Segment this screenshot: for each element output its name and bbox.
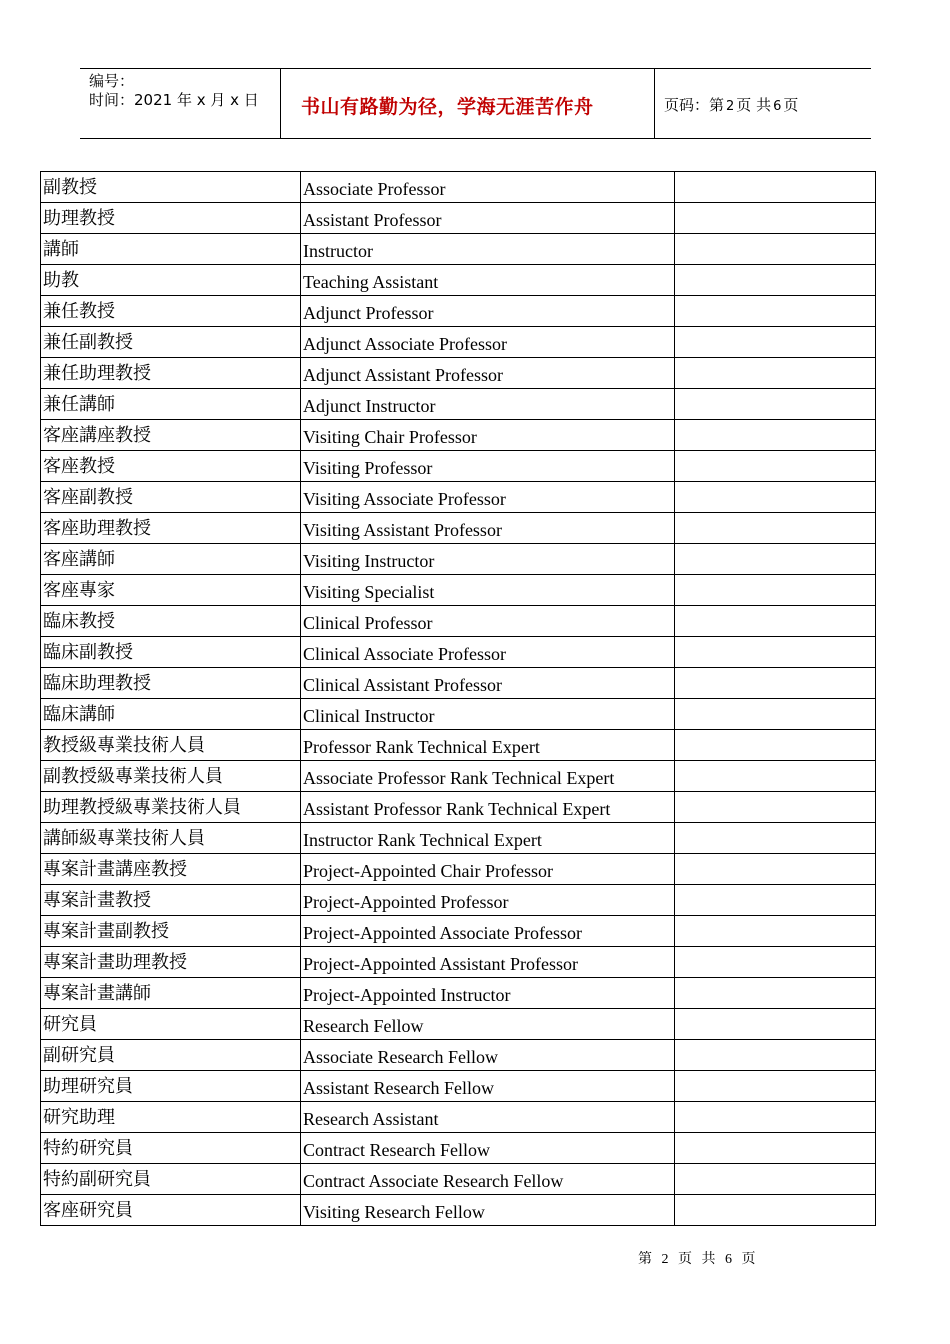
english-title-cell: Project-Appointed Instructor [301,978,675,1009]
table-row [41,513,876,544]
chinese-title-cell: 客座講座教授 [41,420,301,451]
english-title-cell: Visiting Assistant Professor [301,513,675,544]
empty-cell [675,234,876,265]
chinese-title-cell: 客座講師 [41,544,301,575]
english-title-cell: Associate Research Fellow [301,1040,675,1071]
english-title-cell: Assistant Professor Rank Technical Expert [301,792,675,823]
english-title-cell: Visiting Research Fellow [301,1195,675,1226]
header-motto: 书山有路勤为径，学海无涯苦作舟 [301,96,594,118]
table-row [41,1195,876,1226]
chinese-title-cell: 特約研究員 [41,1133,301,1164]
empty-cell [675,358,876,389]
table-row [41,544,876,575]
english-title-cell: Adjunct Professor [301,296,675,327]
empty-cell [675,668,876,699]
document-number-label: 编号： [89,72,135,90]
table-row [41,668,876,699]
table-row [41,482,876,513]
document-date-label: 时间：2021 年 x 月 x 日 [89,91,259,109]
table-row [41,978,876,1009]
english-title-cell: Adjunct Instructor [301,389,675,420]
table-row [41,823,876,854]
english-title-cell: Project-Appointed Assistant Professor [301,947,675,978]
page-footer: 第 2 页 共 6 页 [638,1252,756,1267]
page-current-number: 2 [726,99,735,114]
chinese-title-cell: 研究員 [41,1009,301,1040]
empty-cell [675,265,876,296]
chinese-title-cell: 客座專家 [41,575,301,606]
chinese-title-cell: 客座副教授 [41,482,301,513]
english-title-cell: Adjunct Assistant Professor [301,358,675,389]
table-row [41,699,876,730]
english-title-cell: Contract Research Fellow [301,1133,675,1164]
chinese-title-cell: 兼任副教授 [41,327,301,358]
page-header [80,68,871,139]
empty-cell [675,978,876,1009]
chinese-title-cell: 助理教授 [41,203,301,234]
chinese-title-cell: 專案計畫講師 [41,978,301,1009]
table-row [41,1102,876,1133]
header-motto-cell [281,69,655,138]
table-row [41,389,876,420]
empty-cell [675,544,876,575]
table-row [41,420,876,451]
table-row [41,916,876,947]
english-title-cell: Project-Appointed Professor [301,885,675,916]
table-row [41,854,876,885]
english-title-cell: Associate Professor [301,172,675,203]
chinese-title-cell: 助理教授級專業技術人員 [41,792,301,823]
table-row [41,451,876,482]
english-title-cell: Clinical Associate Professor [301,637,675,668]
empty-cell [675,730,876,761]
empty-cell [675,389,876,420]
table-row [41,730,876,761]
chinese-title-cell: 專案計畫副教授 [41,916,301,947]
empty-cell [675,420,876,451]
chinese-title-cell: 兼任講師 [41,389,301,420]
table-row [41,1009,876,1040]
empty-cell [675,1102,876,1133]
table-row [41,1040,876,1071]
english-title-cell: Visiting Associate Professor [301,482,675,513]
empty-cell [675,947,876,978]
empty-cell [675,575,876,606]
empty-cell [675,885,876,916]
chinese-title-cell: 專案計畫助理教授 [41,947,301,978]
empty-cell [675,513,876,544]
chinese-title-cell: 講師級專業技術人員 [41,823,301,854]
english-title-cell: Research Assistant [301,1102,675,1133]
table-row [41,1133,876,1164]
english-title-cell: Clinical Professor [301,606,675,637]
table-row [41,1164,876,1195]
empty-cell [675,761,876,792]
empty-cell [675,1195,876,1226]
table-row [41,327,876,358]
english-title-cell: Research Fellow [301,1009,675,1040]
empty-cell [675,792,876,823]
page-mid: 页 共 [736,96,772,114]
empty-cell [675,699,876,730]
english-title-cell: Professor Rank Technical Expert [301,730,675,761]
chinese-title-cell: 客座助理教授 [41,513,301,544]
page-prefix: 页码：第 [664,96,725,114]
empty-cell [675,606,876,637]
english-title-cell: Instructor Rank Technical Expert [301,823,675,854]
empty-cell [675,1164,876,1195]
english-title-cell: Visiting Instructor [301,544,675,575]
header-page-indicator [664,94,798,115]
empty-cell [675,637,876,668]
english-title-cell: Visiting Professor [301,451,675,482]
english-title-cell: Adjunct Associate Professor [301,327,675,358]
empty-cell [675,916,876,947]
empty-cell [675,1040,876,1071]
empty-cell [675,1009,876,1040]
chinese-title-cell: 助理研究員 [41,1071,301,1102]
table-row [41,234,876,265]
chinese-title-cell: 副教授級專業技術人員 [41,761,301,792]
english-title-cell: Clinical Assistant Professor [301,668,675,699]
table-row [41,203,876,234]
chinese-title-cell: 研究助理 [41,1102,301,1133]
chinese-title-cell: 副教授 [41,172,301,203]
table-row [41,265,876,296]
table-row [41,172,876,203]
chinese-title-cell: 臨床助理教授 [41,668,301,699]
table-row [41,885,876,916]
table-row [41,761,876,792]
empty-cell [675,1071,876,1102]
chinese-title-cell: 專案計畫教授 [41,885,301,916]
chinese-title-cell: 專案計畫講座教授 [41,854,301,885]
page-total-number: 6 [773,99,782,114]
table-row [41,947,876,978]
table-row [41,575,876,606]
chinese-title-cell: 臨床教授 [41,606,301,637]
empty-cell [675,203,876,234]
empty-cell [675,327,876,358]
title-translation-table [40,171,876,1226]
table-body [41,172,876,1226]
empty-cell [675,1133,876,1164]
table-row [41,637,876,668]
chinese-title-cell: 教授級專業技術人員 [41,730,301,761]
english-title-cell: Visiting Chair Professor [301,420,675,451]
chinese-title-cell: 兼任教授 [41,296,301,327]
empty-cell [675,854,876,885]
english-title-cell: Teaching Assistant [301,265,675,296]
english-title-cell: Assistant Professor [301,203,675,234]
chinese-title-cell: 特約副研究員 [41,1164,301,1195]
table-row [41,296,876,327]
empty-cell [675,823,876,854]
english-title-cell: Contract Associate Research Fellow [301,1164,675,1195]
table-row [41,792,876,823]
header-meta-cell [80,69,281,138]
english-title-cell: Instructor [301,234,675,265]
english-title-cell: Visiting Specialist [301,575,675,606]
english-title-cell: Project-Appointed Chair Professor [301,854,675,885]
empty-cell [675,296,876,327]
chinese-title-cell: 助教 [41,265,301,296]
english-title-cell: Assistant Research Fellow [301,1071,675,1102]
page-suffix: 页 [783,96,799,114]
empty-cell [675,451,876,482]
english-title-cell: Clinical Instructor [301,699,675,730]
chinese-title-cell: 客座研究員 [41,1195,301,1226]
table-row [41,358,876,389]
chinese-title-cell: 講師 [41,234,301,265]
table-row [41,1071,876,1102]
header-page-cell [655,69,871,138]
english-title-cell: Associate Professor Rank Technical Expert [301,761,675,792]
chinese-title-cell: 客座教授 [41,451,301,482]
chinese-title-cell: 臨床講師 [41,699,301,730]
chinese-title-cell: 兼任助理教授 [41,358,301,389]
table-row [41,606,876,637]
empty-cell [675,482,876,513]
empty-cell [675,172,876,203]
chinese-title-cell: 臨床副教授 [41,637,301,668]
english-title-cell: Project-Appointed Associate Professor [301,916,675,947]
chinese-title-cell: 副研究員 [41,1040,301,1071]
